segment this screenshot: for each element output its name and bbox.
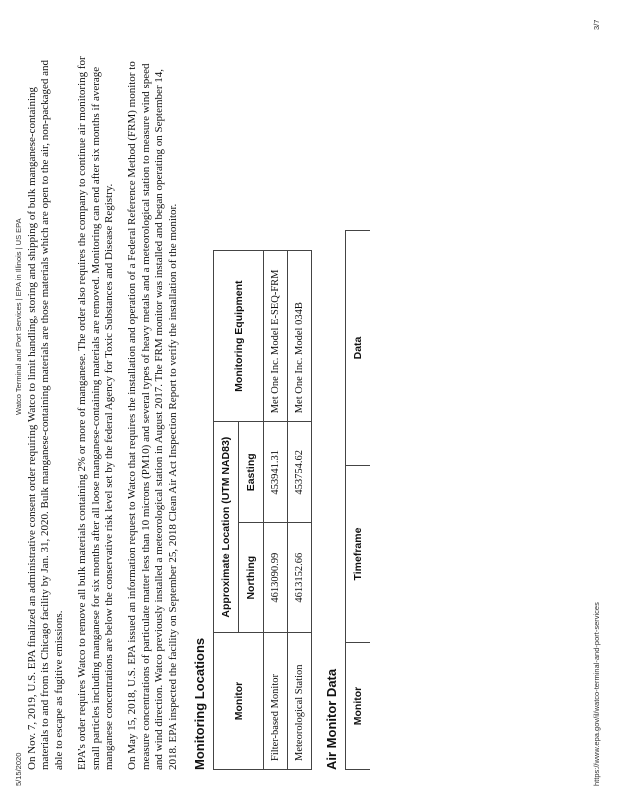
footer-page-number: 3/7: [592, 19, 601, 30]
col-data: Data: [346, 231, 371, 466]
cell-monitor: Filter-based Monitor: [264, 633, 288, 770]
col-air-monitor: Monitor: [346, 643, 371, 770]
table-row: [264, 251, 288, 770]
table-row: [288, 251, 312, 770]
col-timeframe: Timeframe: [346, 466, 371, 643]
paragraph-order-requirements: EPA’s order requires Watco to remove all bulk materials containing 2% or more of manganese. The order also requires the company to continue air monitoring for small particles including manganese for six months after all loose manganese-containing materials are removed. Monitoring can end after six months if average manganese concentrations are below the conservative risk level set by the federal Agency for Toxic Substances and Disease Registry.: [76, 56, 116, 770]
col-easting: Easting: [239, 422, 264, 523]
air-monitor-data-heading: Air Monitor Data: [324, 668, 340, 770]
document-body: [26, 50, 370, 770]
col-northing: Northing: [239, 523, 264, 633]
monitoring-locations-heading: Monitoring Locations: [192, 637, 208, 770]
col-monitor: Monitor: [214, 633, 264, 770]
monitoring-locations-table: [213, 250, 312, 770]
cell-easting: 453941.31: [264, 422, 288, 523]
paragraph-consent-order: On Nov. 7, 2019, U.S. EPA finalized an administrative consent order requiring Watco to limit handling, storing and shipping of bulk manganese-containing materials to and from its Chicago facility by Jan. 31, 2020. Bulk manganese-containing materials are those materials which are open to the air, non-packaged and able to escape as fugitive emissions.: [26, 59, 65, 770]
header-title: Watco Terminal and Port Services | EPA in Illinois | US EPA: [14, 218, 23, 415]
col-monitoring-equipment: Monitoring Equipment: [214, 251, 264, 422]
header-date: 5/15/2020: [14, 752, 23, 786]
air-monitor-data-table: [345, 230, 370, 770]
cell-equipment: Met One Inc. Model E-SEQ-FRM: [264, 251, 288, 422]
cell-equipment: Met One Inc. Model 034B: [288, 251, 312, 422]
cell-monitor: Meteorological Station: [288, 633, 312, 770]
cell-easting: 453754.62: [288, 422, 312, 523]
paragraph-information-request: On May 15, 2018, U.S. EPA issued an information request to Watco that requires the installation and operation of a Federal Reference Method (FRM) monitor to measure concentrations of particulate matter less than 10 microns (PM10) and several types of heavy metals and a meteorological station to measure wind speed and wind direction. Watco previously installed a meteorological station in August 2017. The FRM monitor was installed and began operating on September 14, 2018. EPA inspected the facility on September 25, 2018 Clean Air Act Inspection Report to verify the installation of the monitor.: [126, 61, 179, 770]
col-approximate-location: Approximate Location (UTM NAD83): [214, 422, 239, 633]
footer-url[interactable]: https://www.epa.gov/il/watco-terminal-and-port-services: [592, 602, 601, 786]
cell-northing: 4613090.99: [264, 523, 288, 633]
cell-northing: 4613152.66: [288, 523, 312, 633]
